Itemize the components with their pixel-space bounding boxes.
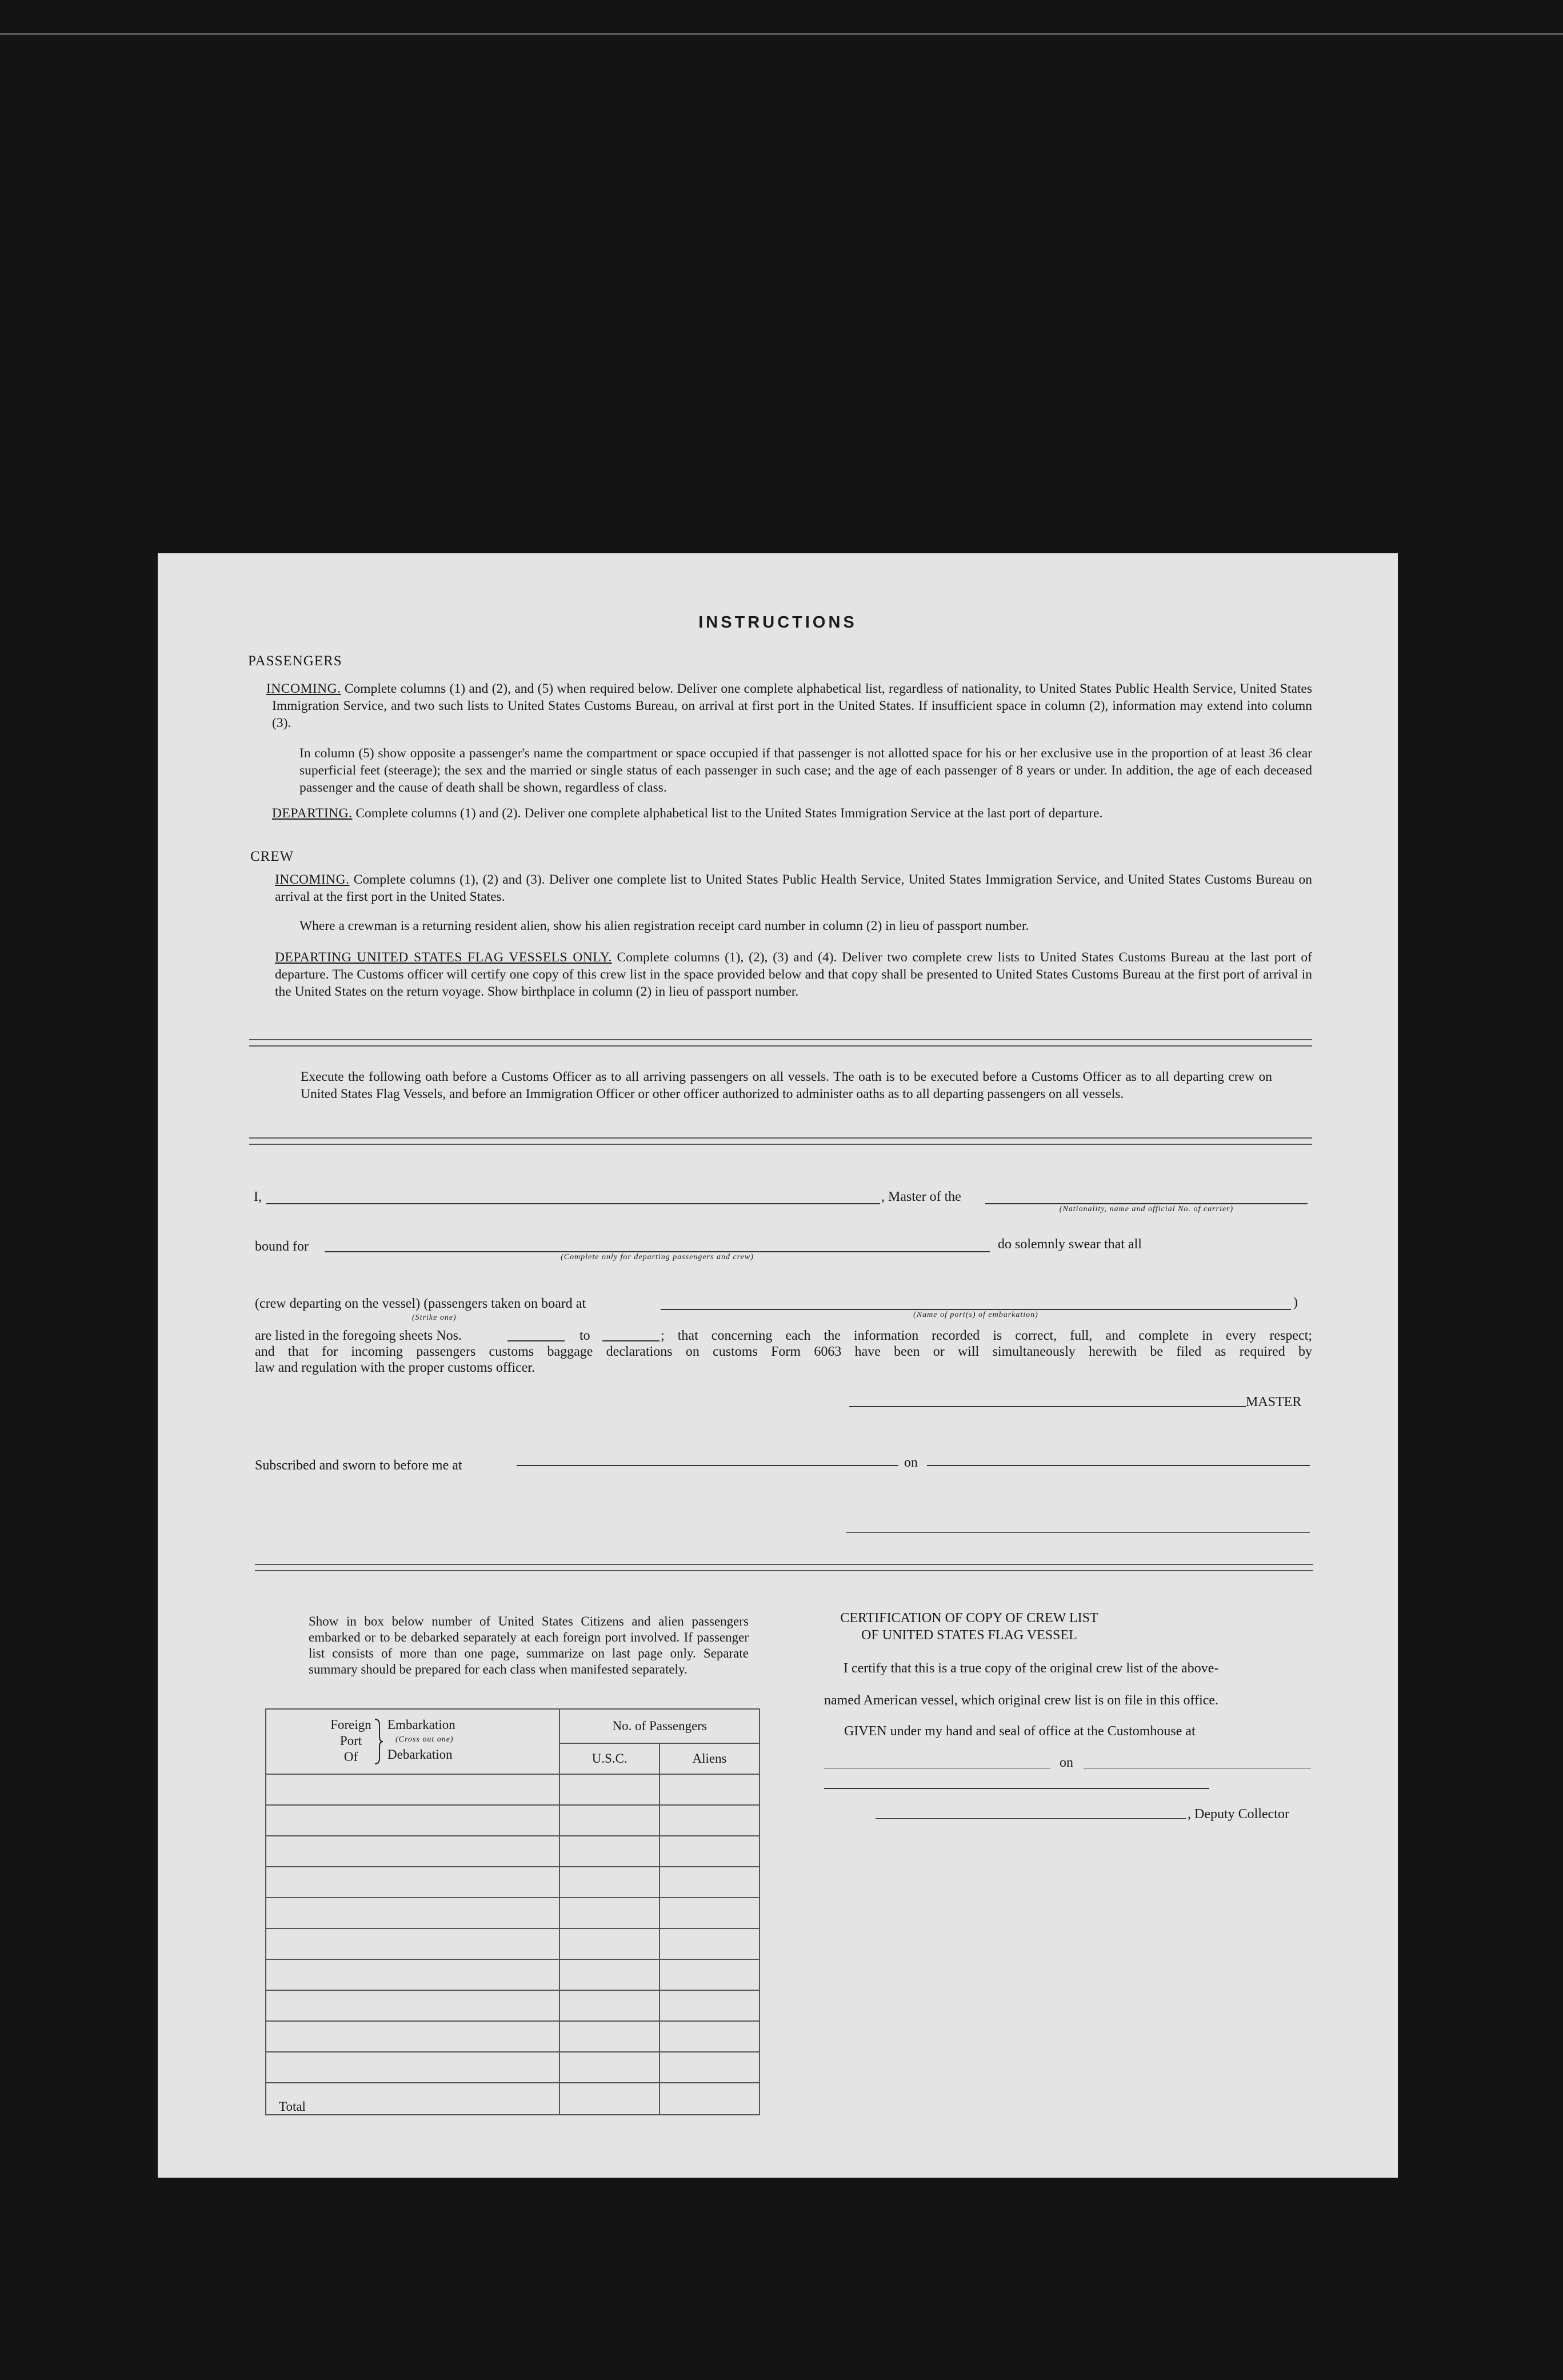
usc-cell[interactable] xyxy=(559,1836,659,1867)
strike-one-hint: (Strike one) xyxy=(412,1313,457,1322)
subscribed-place-field[interactable] xyxy=(517,1465,898,1466)
oath-divider xyxy=(249,1137,1312,1145)
port-cell[interactable] xyxy=(266,2052,559,2083)
port-cell[interactable] xyxy=(266,1928,559,1959)
port-cell[interactable] xyxy=(266,1805,559,1836)
sheets-to-field[interactable] xyxy=(602,1340,659,1341)
carrier-hint: (Nationality, name and official No. of carrier) xyxy=(1059,1205,1234,1213)
master-name-field[interactable] xyxy=(266,1203,880,1204)
total-label: Total xyxy=(266,2083,559,2115)
sheets-to-label: to xyxy=(579,1328,590,1343)
usc-cell[interactable] xyxy=(559,1805,659,1836)
certification-text-3: GIVEN under my hand and seal of office at the Customhouse at xyxy=(844,1724,1196,1739)
aliens-cell[interactable] xyxy=(659,1867,759,1898)
usc-cell[interactable] xyxy=(559,1959,659,1990)
port-cell[interactable] xyxy=(266,2021,559,2052)
port-cell[interactable] xyxy=(266,1836,559,1867)
embark-debark-stack xyxy=(387,1717,455,1763)
carrier-field[interactable] xyxy=(985,1203,1308,1204)
summary-row xyxy=(266,2052,759,2083)
aliens-cell[interactable] xyxy=(659,1928,759,1959)
embarkation-close-paren: ) xyxy=(1293,1295,1298,1310)
port-label-of: Of xyxy=(343,1750,358,1764)
port-label-stack xyxy=(328,1717,374,1765)
summary-row xyxy=(266,1990,759,2021)
crew-departing-paragraph xyxy=(275,949,1312,1000)
crew-incoming-paragraph xyxy=(275,871,1312,905)
bound-for-hint: (Complete only for departing passengers and crew) xyxy=(561,1253,754,1261)
crew-passengers-label: (crew departing on the vessel) (passengers taken on board at xyxy=(255,1296,586,1311)
embarkation-hint: (Name of port(s) of embarkation) xyxy=(913,1311,1038,1319)
embarkation-header: Embarkation xyxy=(387,1718,455,1732)
summary-row xyxy=(266,1836,759,1867)
certification-text-1: I certify that this is a true copy of the original crew list of the above- xyxy=(844,1661,1219,1676)
summary-row xyxy=(266,1898,759,1928)
total-usc-cell[interactable] xyxy=(559,2083,659,2115)
passengers-incoming-paragraph xyxy=(266,680,1312,732)
sheets-text-1: ; that concerning each the information recorded is correct, full, and complete in every respect; xyxy=(661,1328,1312,1343)
aliens-header: Aliens xyxy=(659,1743,759,1774)
aliens-cell[interactable] xyxy=(659,1774,759,1805)
summary-row xyxy=(266,1774,759,1805)
officer-signature-field[interactable] xyxy=(846,1532,1310,1533)
port-header-cell xyxy=(266,1709,559,1774)
crew-heading: CREW xyxy=(250,849,294,864)
master-signature-label: MASTER xyxy=(1246,1395,1302,1409)
scan-top-line xyxy=(0,33,1563,35)
port-cell[interactable] xyxy=(266,1990,559,2021)
aliens-cell[interactable] xyxy=(659,1836,759,1867)
sheets-text-3: law and regulation with the proper customs officer. xyxy=(255,1360,535,1375)
subscribed-date-field[interactable] xyxy=(927,1465,1310,1466)
aliens-cell[interactable] xyxy=(659,2052,759,2083)
form-page xyxy=(158,553,1398,2178)
summary-row xyxy=(266,1928,759,1959)
port-cell[interactable] xyxy=(266,1898,559,1928)
crew-departing-text: Complete columns (1), (2), (3) and (4). Deliver two complete crew lists to United States Customs Bureau at the last port of departure. The Customs officer will certify one copy of this crew list in the space provided below and that copy shall be presented to United States Customs Bureau at the first port of arrival in the United States on the return voyage. Show birthplace in column (2) in lieu of passport number. xyxy=(275,950,1312,999)
port-label-port: Port xyxy=(339,1734,362,1748)
subscribed-label: Subscribed and sworn to before me at xyxy=(255,1458,462,1473)
usc-cell[interactable] xyxy=(559,1774,659,1805)
no-passengers-header: No. of Passengers xyxy=(559,1709,759,1743)
passengers-departing-paragraph xyxy=(272,805,1312,822)
passengers-column5-paragraph: In column (5) show opposite a passenger's name the compartment or space occupied if that passenger is not allotted space for his or her exclusive use in the proportion of at least 36 clear superficial feet (steerage); the sex and the married or single status of each passenger in such case; and the age of each passenger of 8 years or under. In addition, the age of each deceased passenger and the cause of death shall be shown, regardless of class. xyxy=(299,746,1312,795)
crew-resident-paragraph: Where a crewman is a returning resident alien, show his alien registration receipt card number in column (2) in lieu of passport number. xyxy=(299,919,1029,933)
debarkation-header: Debarkation xyxy=(387,1747,453,1762)
usc-cell[interactable] xyxy=(559,1928,659,1959)
crew-incoming-lead: INCOMING. xyxy=(275,872,350,887)
usc-cell[interactable] xyxy=(559,2052,659,2083)
summary-instruction: Show in box below number of United States Citizens and alien passengers embarked or to be debarked separately at each foreign port involved. If passenger list consists of more than one page, summarize on last page only. Separate summary should be prepared for each class when manifested separately. xyxy=(309,1614,749,1676)
certification-heading-line-2: OF UNITED STATES FLAG VESSEL xyxy=(861,1628,1077,1643)
port-cell[interactable] xyxy=(266,1867,559,1898)
total-aliens-cell[interactable] xyxy=(659,2083,759,2115)
crew-incoming-text: Complete columns (1), (2) and (3). Deliver one complete list to United States Public Health Service, United States Immigration Service, and United States Customs Bureau on arrival at the first port in the United States. xyxy=(275,872,1312,904)
form-title: INSTRUCTIONS xyxy=(698,613,857,632)
summary-row xyxy=(266,1867,759,1898)
subscribed-on-label: on xyxy=(904,1455,918,1470)
aliens-cell[interactable] xyxy=(659,2021,759,2052)
sheets-label: are listed in the foregoing sheets Nos. xyxy=(255,1328,462,1343)
sheets-text-2: and that for incoming passengers customs baggage declarations on customs Form 6063 have been or will simultaneously herewith be filed as required by xyxy=(255,1344,1312,1359)
usc-cell[interactable] xyxy=(559,1898,659,1928)
section-divider xyxy=(249,1039,1312,1047)
certification-on-label: on xyxy=(1060,1755,1073,1770)
aliens-cell[interactable] xyxy=(659,1990,759,2021)
passengers-departing-text: Complete columns (1) and (2). Deliver one complete alphabetical list to the United States Immigration Service at the last port of departure. xyxy=(355,806,1103,821)
usc-cell[interactable] xyxy=(559,2021,659,2052)
certification-heading-line-1: CERTIFICATION OF COPY OF CREW LIST xyxy=(840,1611,1098,1626)
crew-departing-lead: DEPARTING UNITED STATES FLAG VESSELS ONLY. xyxy=(275,950,612,965)
oath-i-label: I, xyxy=(254,1189,262,1204)
bound-for-label: bound for xyxy=(255,1239,309,1254)
aliens-cell[interactable] xyxy=(659,1805,759,1836)
master-of-label: , Master of the xyxy=(881,1189,961,1204)
port-cell[interactable] xyxy=(266,1959,559,1990)
master-signature-field[interactable] xyxy=(849,1406,1246,1407)
summary-rows xyxy=(266,1774,759,2083)
deputy-collector-field[interactable] xyxy=(876,1818,1186,1819)
cross-out-hint: (Cross out one) xyxy=(395,1735,454,1744)
passengers-incoming-text: Complete columns (1) and (2), and (5) when required below. Deliver one complete alphabetical list, regardless of nationality, to United States Public Health Service, United States Immigration Service, and two such lists to United States Customs Bureau, on arrival at first port in the United States. If insufficient space in column (2), information may extend into column (3). xyxy=(272,681,1312,730)
usc-cell[interactable] xyxy=(559,1990,659,2021)
port-brace-icon xyxy=(374,1718,384,1765)
passengers-heading: PASSENGERS xyxy=(248,653,342,669)
passengers-incoming-lead: INCOMING. xyxy=(266,681,341,696)
port-cell[interactable] xyxy=(266,1774,559,1805)
summary-total-row xyxy=(266,2083,759,2115)
passenger-summary-table xyxy=(265,1708,760,2115)
usc-header: U.S.C. xyxy=(559,1743,659,1774)
summary-row xyxy=(266,1959,759,1990)
certification-text-2: named American vessel, which original crew list is on file in this office. xyxy=(824,1693,1219,1708)
passengers-departing-lead: DEPARTING. xyxy=(272,806,353,821)
lower-divider xyxy=(255,1564,1313,1571)
summary-row xyxy=(266,2021,759,2052)
aliens-cell[interactable] xyxy=(659,1959,759,1990)
bound-for-field[interactable] xyxy=(325,1251,990,1252)
sheets-from-field[interactable] xyxy=(507,1340,565,1341)
swear-label: do solemnly swear that all xyxy=(998,1237,1142,1252)
customhouse-field[interactable] xyxy=(824,1788,1209,1789)
embarkation-port-field[interactable] xyxy=(661,1309,1291,1310)
usc-cell[interactable] xyxy=(559,1867,659,1898)
deputy-collector-label: , Deputy Collector xyxy=(1188,1807,1289,1822)
port-label-foreign: Foreign xyxy=(330,1718,371,1732)
certification-heading xyxy=(786,1610,1152,1644)
summary-row xyxy=(266,1805,759,1836)
summary-header-row xyxy=(266,1709,759,1743)
oath-instruction-paragraph: Execute the following oath before a Customs Officer as to all arriving passengers on all vessels. The oath is to be executed before a Customs Officer as to all departing crew on United States Flag Vessels, and before an Immigration Officer or other officer authorized to administer oaths as to all departing passengers on all vessels. xyxy=(301,1069,1272,1101)
aliens-cell[interactable] xyxy=(659,1898,759,1928)
